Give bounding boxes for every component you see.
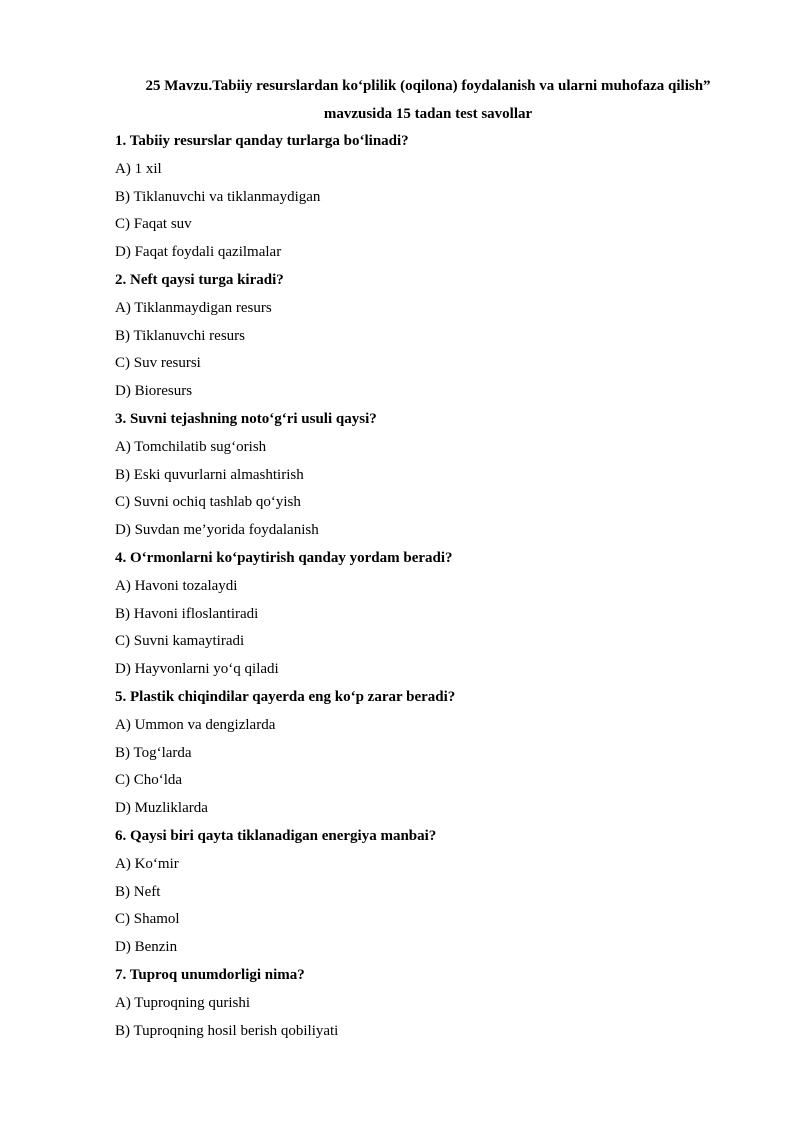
question-block bbox=[115, 823, 755, 962]
answer-option: B) Eski quvurlarni almashtirish bbox=[115, 466, 304, 483]
questions-list bbox=[115, 128, 755, 1045]
answer-option: C) Shamol bbox=[115, 911, 180, 928]
question-text: 3. Suvni tejashning noto‘g‘ri usuli qaysi? bbox=[115, 410, 377, 427]
question-text: 2. Neft qaysi turga kiradi? bbox=[115, 271, 284, 288]
answer-option: C) Suvni kamaytiradi bbox=[115, 633, 245, 650]
question-text: 7. Tuproq unumdorligi nima? bbox=[115, 966, 305, 983]
answer-option: A) Tuproqning qurishi bbox=[115, 994, 251, 1011]
question-text: 5. Plastik chiqindilar qayerda eng ko‘p zarar beradi? bbox=[115, 688, 456, 705]
question-block bbox=[115, 684, 755, 823]
answer-option: B) Tuproqning hosil berish qobiliyati bbox=[115, 1022, 339, 1039]
question-block bbox=[115, 128, 755, 267]
question-block bbox=[115, 545, 755, 684]
title-line-2: mavzusida 15 tadan test savollar bbox=[323, 106, 533, 122]
answer-option: B) Tiklanuvchi resurs bbox=[115, 327, 246, 344]
answer-option: B) Tog‘larda bbox=[115, 744, 192, 761]
question-block bbox=[115, 406, 755, 545]
answer-option: A) Havoni tozalaydi bbox=[115, 577, 238, 594]
document-title bbox=[100, 72, 756, 128]
answer-option: C) Cho‘lda bbox=[115, 772, 183, 789]
question-block bbox=[115, 267, 755, 406]
answer-option: A) Ko‘mir bbox=[115, 855, 179, 872]
answer-option: C) Suvni ochiq tashlab qo‘yish bbox=[115, 494, 301, 511]
question-text: 6. Qaysi biri qayta tiklanadigan energiya manbai? bbox=[115, 827, 437, 844]
answer-option: C) Suv resursi bbox=[115, 355, 201, 372]
answer-option: D) Benzin bbox=[115, 939, 178, 956]
question-text: 1. Tabiiy resurslar qanday turlarga bo‘linadi? bbox=[115, 133, 409, 149]
answer-option: D) Bioresurs bbox=[115, 383, 193, 400]
answer-option: D) Faqat foydali qazilmalar bbox=[115, 244, 282, 261]
answer-option: B) Neft bbox=[115, 883, 161, 900]
answer-option: A) Ummon va dengizlarda bbox=[115, 716, 276, 733]
answer-option: D) Hayvonlarni yo‘q qiladi bbox=[115, 661, 279, 678]
answer-option: B) Tiklanuvchi va tiklanmaydigan bbox=[115, 188, 321, 205]
answer-option: D) Suvdan me’yorida foydalanish bbox=[115, 522, 319, 539]
answer-option: C) Faqat suv bbox=[115, 216, 192, 233]
answer-option: A) Tomchilatib sug‘orish bbox=[115, 438, 267, 455]
question-text: 4. O‘rmonlarni ko‘paytirish qanday yordam beradi? bbox=[115, 549, 453, 566]
question-block bbox=[115, 962, 755, 1045]
answer-option: D) Muzliklarda bbox=[115, 800, 208, 817]
answer-option: A) Tiklanmaydigan resurs bbox=[115, 299, 272, 316]
answer-option: B) Havoni ifloslantiradi bbox=[115, 605, 259, 622]
answer-option: A) 1 xil bbox=[115, 160, 162, 177]
title-line-1: 25 Mavzu.Tabiiy resurslardan ko‘plilik (oqilona) foydalanish va ularni muhofaza qilish” bbox=[145, 78, 711, 94]
